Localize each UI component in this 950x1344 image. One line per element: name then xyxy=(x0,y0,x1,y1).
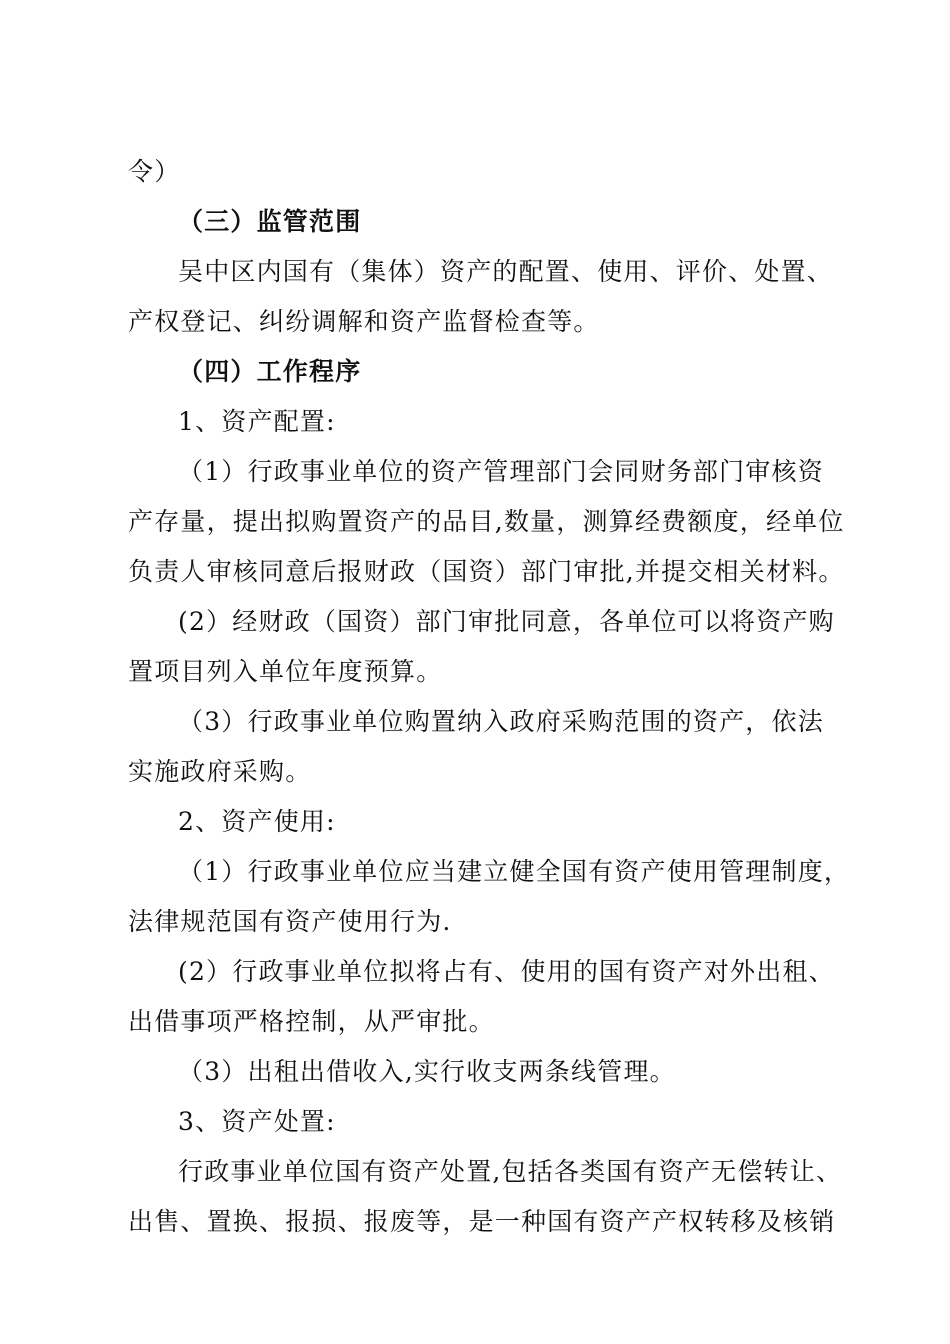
text-line: （3）行政事业单位购置纳入政府采购范围的资产，依法 xyxy=(178,707,824,736)
text-line: （1）行政事业单位的资产管理部门会同财务部门审核资 xyxy=(178,457,824,486)
text-line: 产权登记、纠纷调解和资产监督检查等。 xyxy=(128,307,600,336)
text-line: 出售、置换、报损、报废等，是一种国有资产产权转移及核销 xyxy=(128,1207,836,1236)
text-line: 置项目列入单位年度预算。 xyxy=(128,657,443,686)
text-line: 吴中区内国有（集体）资产的配置、使用、评价、处置、 xyxy=(178,257,834,286)
text-line: 产存量，提出拟购置资产的品目,数量，测算经费额度，经单位 xyxy=(128,507,845,536)
text-line: 出借事项严格控制，从严审批。 xyxy=(128,1007,495,1036)
text-line: (2）行政事业单位拟将占有、使用的国有资产对外出租、 xyxy=(178,957,835,986)
text-line: （1）行政事业单位应当建立健全国有资产使用管理制度， xyxy=(178,857,851,886)
text-line: 实施政府采购。 xyxy=(128,757,312,786)
subheading-asset-use: 2、资产使用: xyxy=(178,807,336,836)
section-heading-scope: （三）监管范围 xyxy=(178,207,362,236)
text-line: 令） xyxy=(128,157,181,186)
subheading-asset-disposal: 3、资产处置: xyxy=(178,1107,336,1136)
text-line: 法律规范国有资产使用行为. xyxy=(128,907,452,936)
text-line: （3）出租出借收入,实行收支两条线管理。 xyxy=(178,1057,676,1086)
text-line: (2）经财政（国资）部门审批同意，各单位可以将资产购 xyxy=(178,607,835,636)
text-line: 行政事业单位国有资产处置,包括各类国有资产无偿转让、 xyxy=(178,1157,843,1186)
text-line: 负责人审核同意后报财政（国资）部门审批,并提交相关材料。 xyxy=(128,557,845,586)
subheading-asset-allocation: 1、资产配置: xyxy=(178,407,336,436)
section-heading-procedure: （四）工作程序 xyxy=(178,357,362,386)
